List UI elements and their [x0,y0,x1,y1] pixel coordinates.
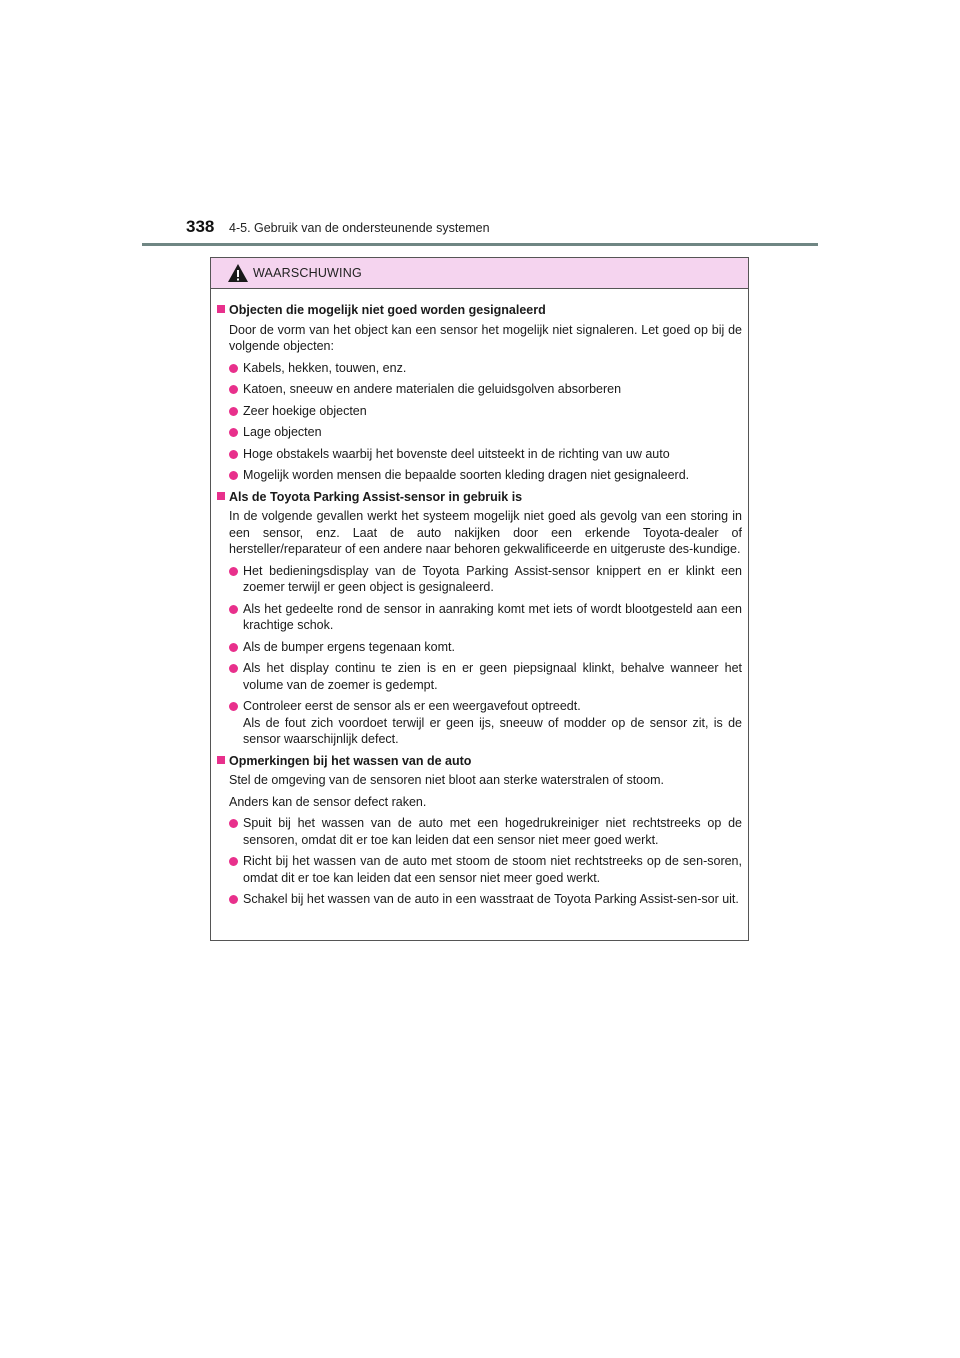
square-bullet-icon [217,492,225,500]
section-paragraph: Stel de omgeving van de sensoren niet bloot aan sterke waterstralen of stoom. [229,773,664,787]
list-item: Als het display continu te zien is en er geen piepsignaal klinkt, behalve wanneer het volume van de zoemer is gedempt. [217,660,742,693]
list-item: Kabels, hekken, touwen, enz. [217,360,742,377]
circle-bullet-icon [229,819,238,828]
section-heading: Opmerkingen bij het wassen van de auto [217,753,742,770]
circle-bullet-icon [229,385,238,394]
warning-section-parking-assist [217,489,742,748]
list-item: Spuit bij het wassen van de auto met een hogedrukreiniger niet rechtstreeks op de sensoren, omdat dit er toe kan leiden dat een sensor niet meer goed werkt. [217,815,742,848]
list-item: Zeer hoekige objecten [217,403,742,420]
circle-bullet-icon [229,664,238,673]
list-item: Hoge obstakels waarbij het bovenste deel uitsteekt in de richting van uw auto [217,446,742,463]
warning-title: WAARSCHUWING [253,266,362,280]
warning-section-objects [217,302,742,484]
circle-bullet-icon [229,471,238,480]
section-paragraph: Door de vorm van het object kan een sensor het mogelijk niet signaleren. Let goed op bij de volgende objecten: [229,322,742,353]
circle-bullet-icon [229,364,238,373]
list-item: Katoen, sneeuw en andere materialen die geluidsgolven absorberen [217,381,742,398]
list-item: Als het gedeelte rond de sensor in aanraking komt met iets of wordt blootgesteld aan een krachtige schok. [217,601,742,634]
circle-bullet-icon [229,895,238,904]
circle-bullet-icon [229,450,238,459]
section-heading: Als de Toyota Parking Assist-sensor in gebruik is [217,489,742,506]
circle-bullet-icon [229,428,238,437]
list-item: Het bedieningsdisplay van de Toyota Parking Assist-sensor knippert en er klinkt een zoemer terwijl er geen object is gesignaleerd. [217,563,742,596]
warning-header [211,258,748,289]
list-item: Lage objecten [217,424,742,441]
section-heading: Objecten die mogelijk niet goed worden gesignaleerd [217,302,742,319]
section-title: 4-5. Gebruik van de ondersteunende systemen [229,221,490,235]
warning-section-washing [217,753,742,908]
circle-bullet-icon [229,857,238,866]
circle-bullet-icon [229,605,238,614]
warning-triangle-icon [227,263,249,283]
list-item: Richt bij het wassen van de auto met stoom de stoom niet rechtstreeks op de sen-soren, omdat dit er toe kan leiden dat een sensor niet meer goed werkt. [217,853,742,886]
list-item: Schakel bij het wassen van de auto in een wasstraat de Toyota Parking Assist-sen-sor uit. [217,891,742,908]
square-bullet-icon [217,305,225,313]
list-item: Als de bumper ergens tegenaan komt. [217,639,742,656]
page-number: 338 [186,217,215,236]
circle-bullet-icon [229,643,238,652]
header-divider [142,243,818,246]
list-item: Controleer eerst de sensor als er een weergavefout optreedt. Als de fout zich voordoet terwijl er geen ijs, sneeuw of modder op de sensor zit, is de sensor waarschijnlijk defect. [217,698,742,748]
circle-bullet-icon [229,702,238,711]
warning-body [211,289,748,908]
section-paragraph: In de volgende gevallen werkt het systeem mogelijk niet goed als gevolg van een storing in een sensor, enz. Laat de auto nakijken door een erkende Toyota-dealer of hersteller/reparateur of een andere naar behoren gekwalificeerde en uitgeruste des-kundige. [229,509,742,556]
warning-box [210,257,749,941]
circle-bullet-icon [229,567,238,576]
circle-bullet-icon [229,407,238,416]
square-bullet-icon [217,756,225,764]
section-paragraph: Anders kan de sensor defect raken. [229,794,427,809]
list-item: Mogelijk worden mensen die bepaalde soorten kleding dragen niet gesignaleerd. [217,467,742,484]
